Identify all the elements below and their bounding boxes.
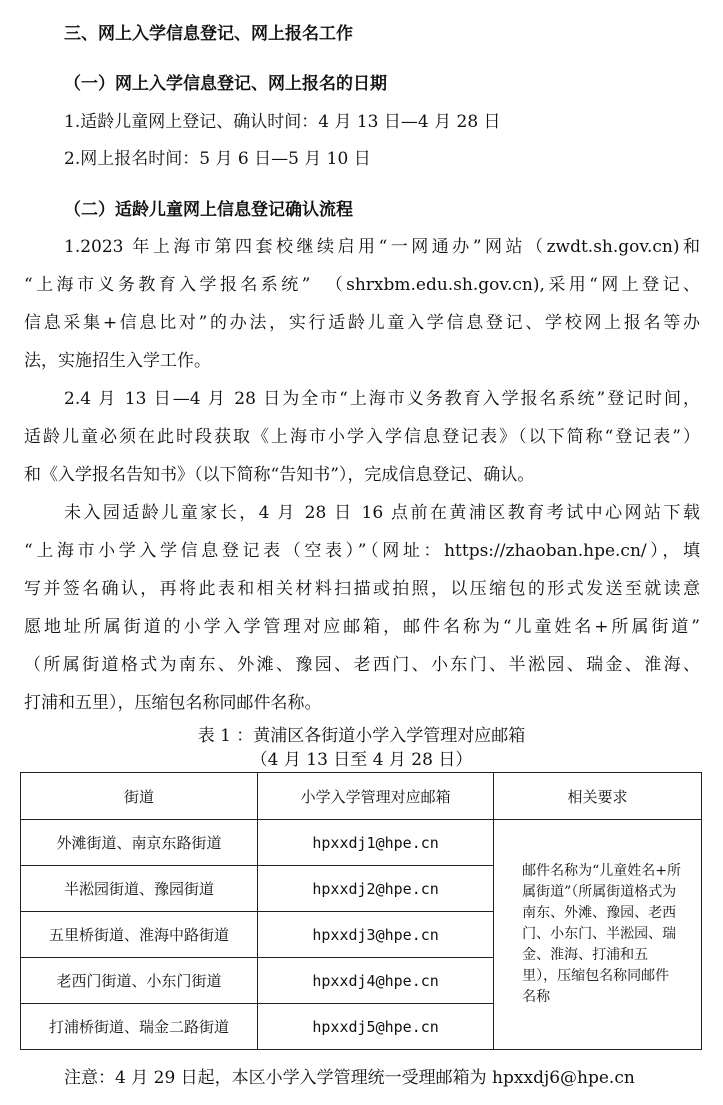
email-cell: hpxxdj1@hpe.cn bbox=[258, 820, 494, 866]
paragraph-line: 信息采集+信息比对”的办法，实行适龄儿童入学信息登记、学校网上报名等办 bbox=[24, 313, 700, 333]
paragraph-line: 愿地址所属街道的小学入学管理对应邮箱，邮件名称为“儿童姓名+所属街道” bbox=[24, 617, 700, 637]
header-requirement: 相关要求 bbox=[494, 773, 702, 820]
subsection-1-title: （一）网上入学信息登记、网上报名的日期 bbox=[64, 74, 387, 94]
requirement-text: 邮件名称为“儿童姓名+所属街道”（所属街道格式为南东、外滩、豫园、老西门、小东门、半淞园、瑞金、淮海、打浦和五里），压缩包名称同邮件名称 bbox=[522, 863, 681, 1005]
paragraph-line: 2.4 月 13 日—4 月 28 日为全市“上海市义务教育入学报名系统”登记时间， bbox=[64, 389, 700, 409]
street-cell: 老西门街道、小东门街道 bbox=[21, 958, 258, 1004]
mailbox-table bbox=[20, 772, 702, 1050]
header-street: 街道 bbox=[21, 773, 258, 820]
requirement-cell bbox=[494, 820, 702, 1050]
table-header-row bbox=[21, 773, 702, 820]
email-cell: hpxxdj2@hpe.cn bbox=[258, 866, 494, 912]
paragraph-line: 未入园适龄儿童家长，4 月 28 日 16 点前在黄浦区教育考试中心网站下载 bbox=[64, 503, 700, 523]
header-email: 小学入学管理对应邮箱 bbox=[258, 773, 494, 820]
date-item-2: 2.网上报名时间：5 月 6 日—5 月 10 日 bbox=[64, 149, 371, 169]
paragraph-line: “上海市小学入学信息登记表（空表）”（网址：https://zhaoban.hpe.cn/），填 bbox=[24, 541, 700, 561]
table-row bbox=[21, 820, 702, 866]
table-caption: 表 1 ：黄浦区各街道小学入学管理对应邮箱 bbox=[197, 726, 526, 746]
subsection-2-title: （二）适龄儿童网上信息登记确认流程 bbox=[64, 200, 353, 220]
paragraph-line: 法，实施招生入学工作。 bbox=[24, 351, 211, 371]
paragraph-line: 适龄儿童必须在此时段获取《上海市小学入学信息登记表》（以下简称“登记表”） bbox=[24, 427, 700, 447]
street-cell: 五里桥街道、淮海中路街道 bbox=[21, 912, 258, 958]
email-cell: hpxxdj4@hpe.cn bbox=[258, 958, 494, 1004]
paragraph-line: 和《入学报名告知书》（以下简称“告知书”），完成信息登记、确认。 bbox=[24, 465, 535, 485]
email-cell: hpxxdj5@hpe.cn bbox=[258, 1004, 494, 1050]
date-item-1: 1.适龄儿童网上登记、确认时间：4 月 13 日—4 月 28 日 bbox=[64, 112, 501, 132]
paragraph-line: “上海市义务教育入学报名系统” （shrxbm.edu.sh.gov.cn),采用“网上登记、 bbox=[24, 275, 700, 295]
paragraph-line: 打浦和五里），压缩包名称同邮件名称。 bbox=[24, 693, 322, 713]
street-cell: 打浦桥街道、瑞金二路街道 bbox=[21, 1004, 258, 1050]
notice-text: 注意：4 月 29 日起，本区小学入学管理统一受理邮箱为 hpxxdj6@hpe.cn bbox=[64, 1068, 635, 1088]
street-cell: 外滩街道、南京东路街道 bbox=[21, 820, 258, 866]
email-cell: hpxxdj3@hpe.cn bbox=[258, 912, 494, 958]
paragraph-line: 写并签名确认，再将此表和相关材料扫描或拍照，以压缩包的形式发送至就读意 bbox=[24, 579, 700, 599]
paragraph-line: 1.2023 年上海市第四套校继续启用“一网通办”网站（zwdt.sh.gov.cn)和 bbox=[64, 237, 700, 257]
table-subcaption: （4 月 13 日至 4 月 28 日） bbox=[250, 750, 473, 770]
paragraph-line: （所属街道格式为南东、外滩、豫园、老西门、小东门、半淞园、瑞金、淮海、 bbox=[24, 655, 700, 675]
section-title: 三、网上入学信息登记、网上报名工作 bbox=[64, 24, 353, 44]
street-cell: 半淞园街道、豫园街道 bbox=[21, 866, 258, 912]
